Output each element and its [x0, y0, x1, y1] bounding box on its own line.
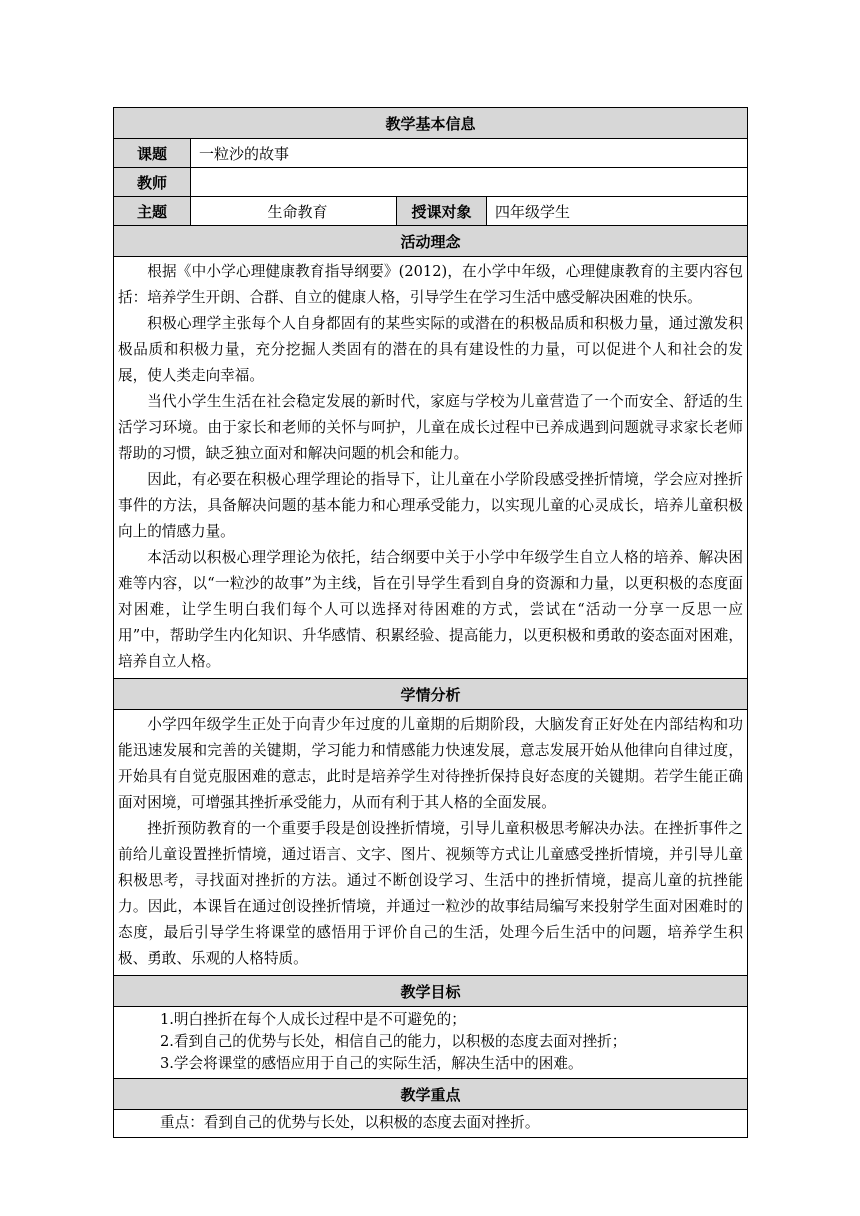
goals-header: 教学目标 [114, 976, 748, 1007]
topic-value: 一粒沙的故事 [191, 139, 748, 168]
theme-value: 生命教育 [191, 197, 397, 226]
teacher-label: 教师 [114, 168, 191, 197]
topic-label: 课题 [114, 139, 191, 168]
analysis-paragraph: 小学四年级学生正处于向青少年过度的儿童期的后期阶段，大脑发育正好处在内部结构和功能迅速发展和完善的关键期，学习能力和情感能力快速发展，意志发展开始从他律向自律过度，开始具有自觉克服困难的意志，此时是培养学生对待挫折保持良好态度的关键期。若学生能正确面对困境，可增强其挫折承受能力，从而有利于其人格的全面发展。 [118, 716, 744, 811]
theme-label: 主题 [114, 197, 191, 226]
audience-value: 四年级学生 [487, 197, 748, 226]
goal-item: 2.看到自己的优势与长处，相信自己的能力，以积极的态度去面对挫折； [160, 1033, 627, 1050]
concept-body [114, 257, 748, 679]
focus-header: 教学重点 [114, 1079, 748, 1110]
concept-paragraph: 当代小学生生活在社会稳定发展的新时代，家庭与学校为儿童营造了一个而安全、舒适的生活学习环境。由于家长和老师的关怀与呵护，儿童在成长过程中已养成遇到问题就寻求家长老师帮助的习惯，缺乏独立面对和解决问题的机会和能力。 [118, 393, 744, 462]
audience-label: 授课对象 [397, 197, 487, 226]
goal-item: 1.明白挫折在每个人成长过程中是不可避免的； [160, 1011, 466, 1028]
basic-info-header: 教学基本信息 [114, 108, 748, 139]
goal-item: 3.学会将课堂的感悟应用于自己的实际生活，解决生活中的困难。 [160, 1055, 583, 1072]
focus-text: 重点：看到自己的优势与长处，以积极的态度去面对挫折。 [160, 1114, 540, 1131]
analysis-header: 学情分析 [114, 679, 748, 710]
concept-paragraph: 因此，有必要在积极心理学理论的指导下，让儿童在小学阶段感受挫折情境，学会应对挫折事件的方法，具备解决问题的基本能力和心理承受能力，以实现儿童的心灵成长，培养儿童积极向上的情感力量。 [118, 471, 744, 540]
concept-paragraph: 积极心理学主张每个人自身都固有的某些实际的或潜在的积极品质和积极力量，通过激发积极品质和积极力量，充分挖掘人类固有的潜在的具有建设性的力量，可以促进个人和社会的发展，使人类走向幸福。 [118, 315, 744, 384]
concept-paragraph: 根据《中小学心理健康教育指导纲要》(2012)，在小学中年级，心理健康教育的主要内容包括：培养学生开朗、合群、自立的健康人格，引导学生在学习生活中感受解决困难的快乐。 [118, 263, 744, 306]
goals-body [114, 1007, 748, 1079]
analysis-body [114, 710, 748, 976]
lesson-plan-table [113, 107, 748, 1138]
analysis-paragraph: 挫折预防教育的一个重要手段是创设挫折情境，引导儿童积极思考解决办法。在挫折事件之前给儿童设置挫折情境，通过语言、文字、图片、视频等方式让儿童感受挫折情境，并引导儿童积极思考，寻找面对挫折的方法。通过不断创设学习、生活中的挫折情境，提高儿童的抗挫能力。因此，本课旨在通过创设挫折情境，并通过一粒沙的故事结局编写来投射学生面对困难时的态度，最后引导学生将课堂的感悟用于评价自己的生活，处理今后生活中的问题，培养学生积极、勇敢、乐观的人格特质。 [118, 820, 744, 967]
teacher-value [191, 168, 748, 197]
concept-paragraph: 本活动以积极心理学理论为依托，结合纲要中关于小学中年级学生自立人格的培养、解决困难等内容，以“一粒沙的故事”为主线，旨在引导学生看到自身的资源和力量，以更积极的态度面对困难，让学生明白我们每个人可以选择对待困难的方式，尝试在“活动一分享一反思一应用”中，帮助学生内化知识、升华感情、积累经验、提高能力，以更积极和勇敢的姿态面对困难，培养自立人格。 [118, 549, 744, 670]
lesson-plan-page [113, 107, 747, 1138]
concept-header: 活动理念 [114, 226, 748, 257]
focus-body [114, 1110, 748, 1138]
